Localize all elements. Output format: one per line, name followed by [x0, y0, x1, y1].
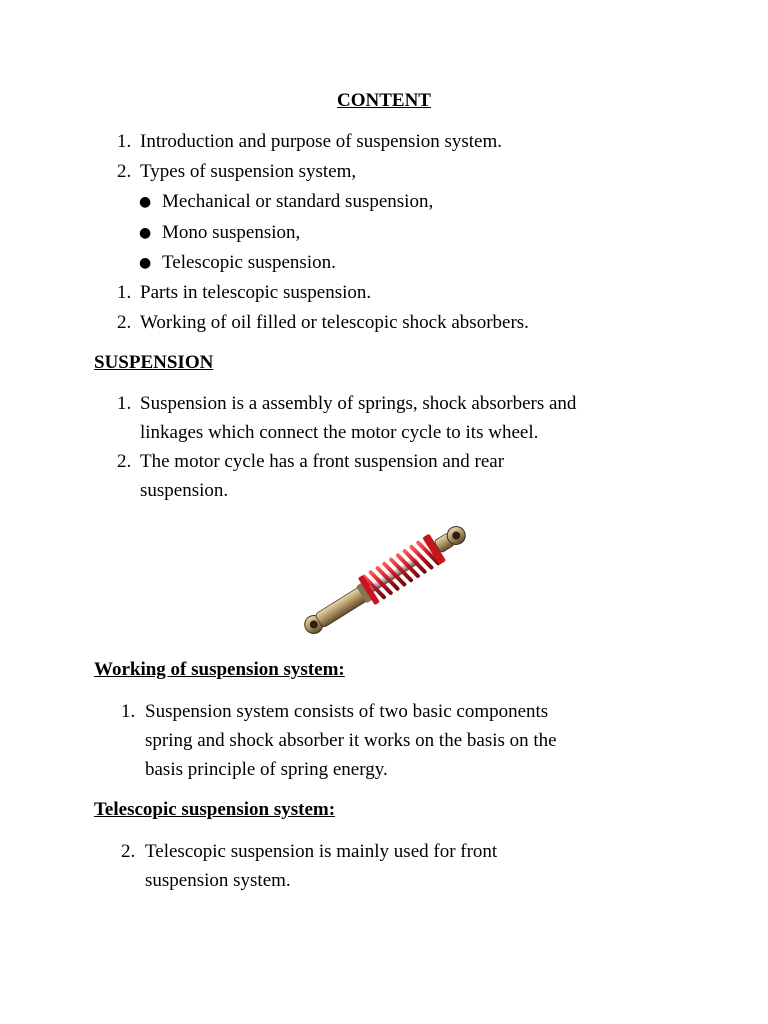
- list-item: Parts in telescopic suspension.: [140, 282, 372, 303]
- list-number: 2.: [117, 451, 132, 472]
- list-item-line: suspension system.: [145, 870, 291, 891]
- content-title: CONTENT: [337, 90, 431, 111]
- list-item-line: basis principle of spring energy.: [145, 759, 388, 780]
- shock-absorber-image: [296, 520, 474, 640]
- list-item: Working of oil filled or telescopic shock absorbers.: [140, 312, 529, 333]
- list-number: 1.: [121, 701, 136, 722]
- bullet-icon: ●: [139, 255, 152, 271]
- bullet-icon: ●: [139, 225, 152, 241]
- suspension-heading: SUSPENSION: [94, 352, 214, 373]
- bullet-item: Mechanical or standard suspension,: [162, 191, 434, 212]
- list-item-line: Telescopic suspension is mainly used for front: [145, 841, 498, 862]
- list-item: Introduction and purpose of suspension system.: [140, 131, 503, 152]
- list-number: 2.: [121, 841, 136, 862]
- list-number: 1.: [117, 131, 132, 152]
- list-item-line: The motor cycle has a front suspension and rear: [140, 451, 505, 472]
- list-item-line: spring and shock absorber it works on the basis on the: [145, 730, 557, 751]
- list-item-line: linkages which connect the motor cycle to its wheel.: [140, 422, 539, 443]
- working-heading: Working of suspension system:: [94, 659, 345, 680]
- bullet-item: Mono suspension,: [162, 222, 301, 243]
- list-number: 1.: [117, 282, 132, 303]
- list-number: 2.: [117, 312, 132, 333]
- bullet-icon: ●: [139, 194, 152, 210]
- telescopic-heading: Telescopic suspension system:: [94, 799, 336, 820]
- bullet-item: Telescopic suspension.: [162, 252, 336, 273]
- list-number: 2.: [117, 161, 132, 182]
- list-item-line: Suspension is a assembly of springs, shock absorbers and: [140, 393, 577, 414]
- list-number: 1.: [117, 393, 132, 414]
- list-item: Types of suspension system,: [140, 161, 357, 182]
- list-item-line: suspension.: [140, 480, 229, 501]
- list-item-line: Suspension system consists of two basic components: [145, 701, 549, 722]
